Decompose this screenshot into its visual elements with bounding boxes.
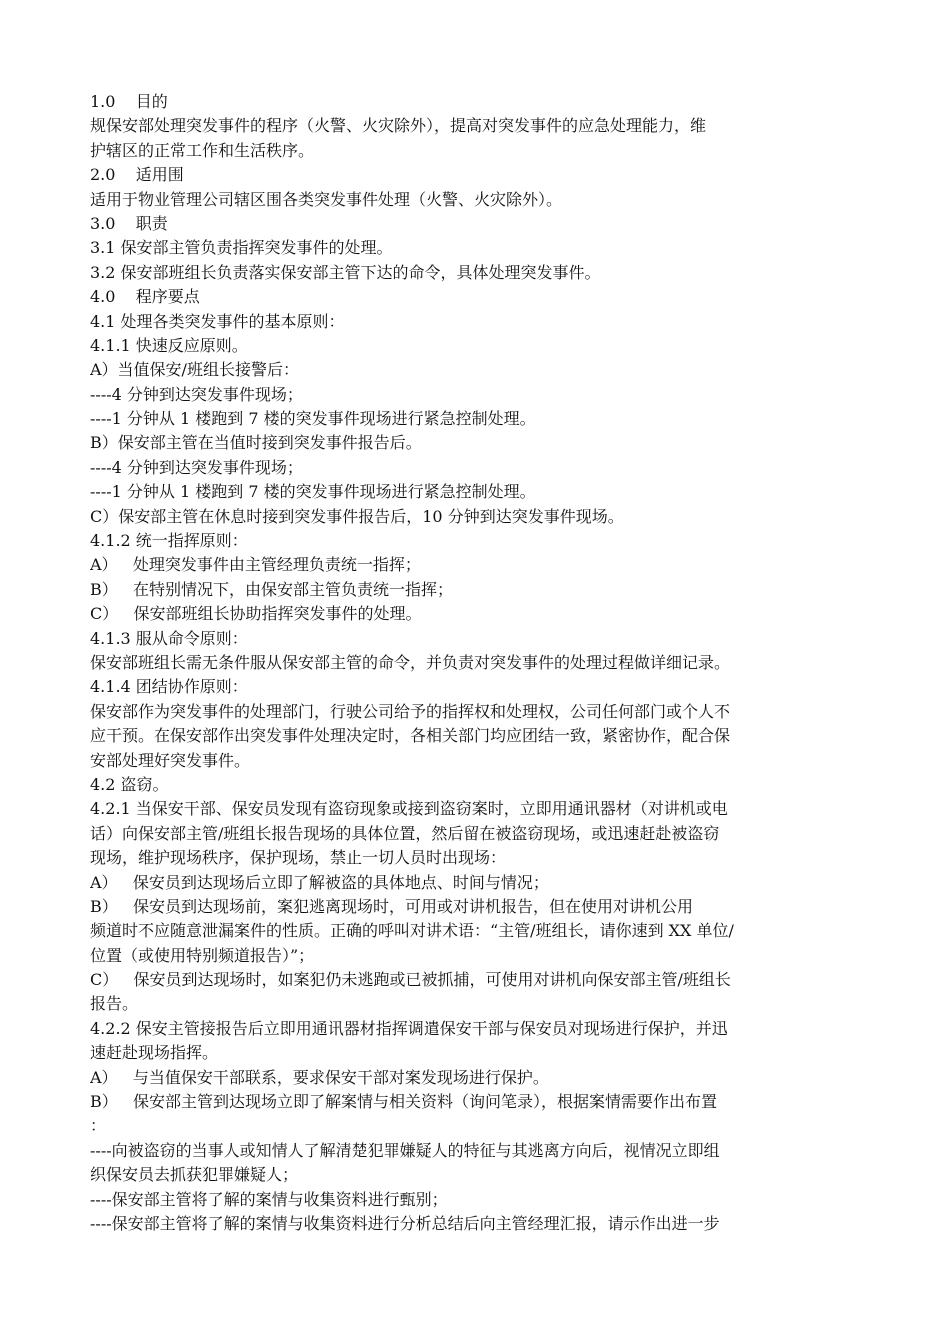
list-item: ----4 分钟到达突发事件现场； (90, 457, 303, 477)
list-item: 频道时不应随意泄漏案件的性质。正确的呼叫对讲术语：“主管/班组长，请你速到 XX 单位/ (90, 921, 734, 941)
list-item: A） 保安员到达现场后立即了解被盗的具体地点、时间与情况； (90, 872, 549, 892)
section-heading-purpose: 1.0 目的 (90, 92, 168, 111)
paragraph-line: 安部处理好突发事件。 (90, 750, 251, 770)
paragraph-line: 护辖区的正常工作和生活秩序。 (90, 140, 315, 160)
list-item: ----4 分钟到达突发事件现场； (90, 384, 303, 404)
paragraph-line: 应干预。在保安部作出突发事件处理决定时，各相关部门均应团结一致，紧密协作，配合保 (90, 726, 731, 746)
list-item: B） 保安部主管到达现场立即了解案情与相关资料（询问笔录），根据案情需要作出布置 (90, 1092, 718, 1112)
paragraph-line: 3.1 保安部主管负责指挥突发事件的处理。 (90, 238, 393, 258)
paragraph-line: 保安部作为突发事件的处理部门，行驶公司给予的指挥权和处理权，公司任何部门或个人不 (90, 701, 731, 721)
subsection-heading: 4.2 盗窃。 (90, 774, 169, 794)
list-item: ----保安部主管将了解的案情与收集资料进行甄别； (90, 1189, 448, 1209)
paragraph-line: 话）向保安部主管/班组长报告现场的具体位置，然后留在被盗窃现场，或迅速赶赴被盗窃 (90, 823, 720, 843)
list-item: A） 与当值保安干部联系，要求保安干部对案发现场进行保护。 (90, 1067, 549, 1087)
list-item: ： (90, 1116, 107, 1136)
list-item: A）当值保安/班组长接警后： (90, 360, 299, 380)
paragraph-line: 适用于物业管理公司辖区围各类突发事件处理（火警、火灾除外）。 (90, 189, 563, 209)
list-item: ----1 分钟从 1 楼跑到 7 楼的突发事件现场进行紧急控制处理。 (90, 482, 536, 502)
list-item: 位置（或使用特别频道报告）”； (90, 945, 315, 965)
list-item: ----保安部主管将了解的案情与收集资料进行分析总结后向主管经理汇报，请示作出进一步 (90, 1213, 720, 1233)
list-item: 织保安员去抓获犯罪嫌疑人； (90, 1165, 299, 1185)
list-item: ----向被盗窃的当事人或知情人了解清楚犯罪嫌疑人的特征与其逃离方向后，视情况立即组 (90, 1140, 720, 1160)
paragraph-line: 保安部班组长需无条件服从保安部主管的命令，并负责对突发事件的处理过程做详细记录。 (90, 652, 731, 672)
section-heading-procedure: 4.0 程序要点 (90, 287, 200, 307)
list-item: B） 在特别情况下，由保安部主管负责统一指挥； (90, 579, 454, 599)
list-item: 报告。 (90, 994, 139, 1014)
subsection-heading: 4.1.4 团结协作原则： (90, 677, 248, 697)
list-item: A） 处理突发事件由主管经理负责统一指挥； (90, 555, 421, 575)
paragraph-line: 现场，维护现场秩序，保护现场，禁止一切人员时出现场： (90, 848, 507, 868)
list-item: C） 保安部班组长协助指挥突发事件的处理。 (90, 604, 422, 624)
list-item: C）保安部主管在休息时接到突发事件报告后，10 分钟到达突发事件现场。 (90, 506, 624, 526)
paragraph-line: 规保安部处理突发事件的程序（火警、火灾除外），提高对突发事件的应急处理能力，维 (90, 116, 707, 136)
list-item: C） 保安员到达现场时，如案犯仍未逃跑或已被抓捕，可使用对讲机向保安部主管/班组长 (90, 970, 731, 990)
list-item: B）保安部主管在当值时接到突发事件报告后。 (90, 433, 422, 453)
subsection-heading: 4.1.2 统一指挥原则： (90, 531, 248, 551)
paragraph-line: 3.2 保安部班组长负责落实保安部主管下达的命令，具体处理突发事件。 (90, 262, 601, 282)
document-body (90, 90, 865, 1236)
paragraph-line: 4.2.1 当保安干部、保安员发现有盗窃现象或接到盗窃案时，立即用通讯器材（对讲机或电 (90, 799, 728, 819)
section-heading-duties: 3.0 职责 (90, 213, 168, 233)
section-heading-scope: 2.0 适用围 (90, 165, 184, 185)
list-item: B） 保安员到达现场前，案犯逃离现场时，可用或对讲机报告，但在使用对讲机公用 (90, 896, 694, 916)
list-item: ----1 分钟从 1 楼跑到 7 楼的突发事件现场进行紧急控制处理。 (90, 409, 536, 429)
subsection-heading: 4.1.3 服从命令原则： (90, 628, 248, 648)
paragraph-line: 速赶赴现场指挥。 (90, 1043, 219, 1063)
paragraph-line: 4.2.2 保安主管接报告后立即用通讯器材指挥调遣保安干部与保安员对现场进行保护，并迅 (90, 1018, 728, 1038)
subsection-heading: 4.1.1 快速反应原则。 (90, 335, 248, 355)
subsection-heading: 4.1 处理各类突发事件的基本原则： (90, 311, 345, 331)
